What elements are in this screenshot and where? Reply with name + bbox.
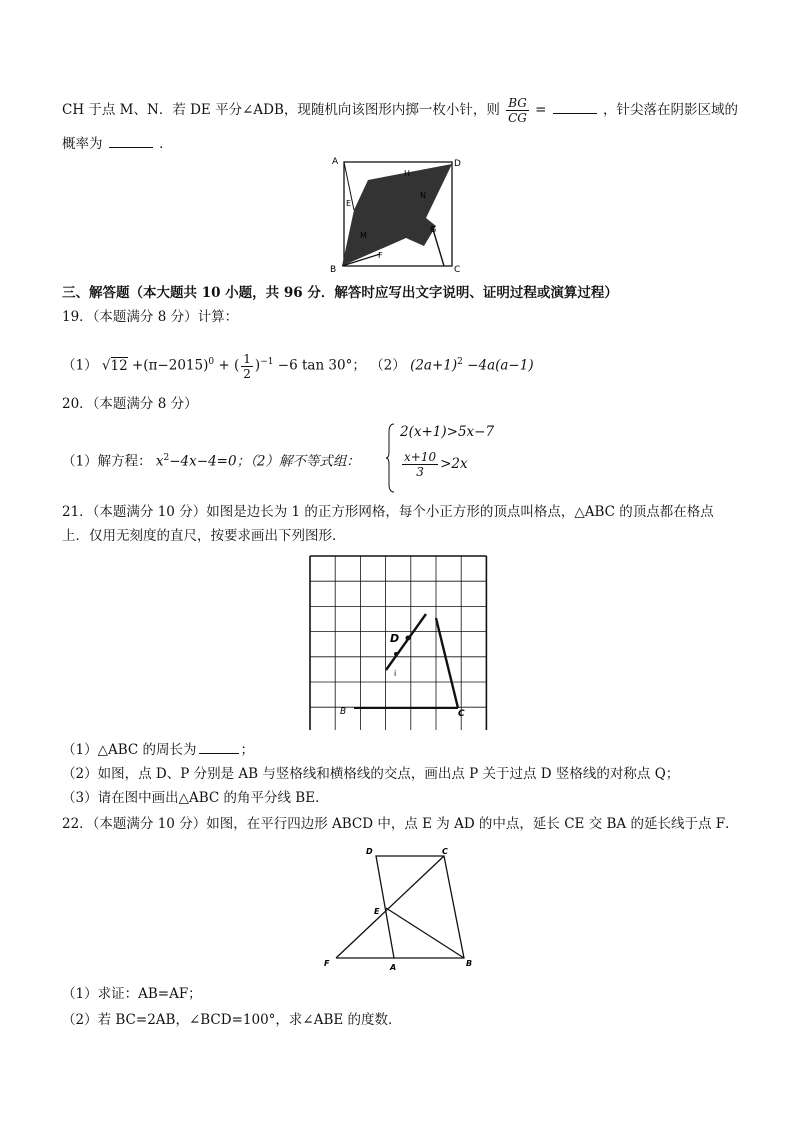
- eq-rest: −4x−4=0；（2）解不等式组：: [169, 453, 360, 470]
- frac-den: 2: [243, 366, 251, 381]
- q19-p2-tail: −4a(a−1): [467, 357, 534, 374]
- q20-header: 20．（本题满分 8 分）: [62, 396, 198, 412]
- q19-header: 19．（本题满分 8 分）计算：: [62, 309, 239, 325]
- q19-mid: +(π−2015): [131, 357, 209, 374]
- label-a: A: [332, 157, 339, 167]
- q19-part2-label: （2）: [370, 357, 406, 374]
- q21-sub3: （3）请在图中画出△ABC 的角平分线 BE．: [62, 790, 329, 806]
- label-b: B: [340, 707, 347, 717]
- label-e: E: [374, 907, 380, 916]
- half-fraction: [241, 352, 253, 381]
- label-g: G: [430, 225, 437, 234]
- answer-blank: [199, 741, 239, 754]
- sqrt-radicand: 12: [110, 357, 128, 374]
- q22-sub1: （1）求证：AB=AF；: [62, 986, 202, 1002]
- ineq2-tail: >2x: [440, 456, 468, 472]
- label-a: A: [390, 963, 397, 972]
- label-d: D: [390, 632, 400, 645]
- equals-sign: =: [535, 102, 547, 118]
- label-m: M: [360, 231, 367, 240]
- line-fc: [336, 856, 444, 958]
- q18-text-post: ，针尖落在阴影区域的: [603, 102, 739, 118]
- line-eb: [386, 908, 464, 958]
- sqrt-expr: √12: [101, 357, 128, 374]
- label-d: D: [366, 847, 373, 856]
- point-d-dot: [406, 636, 411, 641]
- label-n: N: [420, 191, 426, 200]
- label-c: C: [442, 847, 448, 856]
- q18-text2: 概率为: [62, 136, 103, 152]
- q18-fraction: [506, 96, 529, 125]
- eq-x: x: [155, 453, 164, 470]
- frac-num: 1: [243, 351, 251, 366]
- ineq2-num: x+10: [404, 450, 437, 464]
- q21-line1: 21．（本题满分 10 分）如图是边长为 1 的正方形网格，每个小正方形的顶点叫格点，△ABC 的顶点都在格点: [62, 504, 714, 520]
- q21-sub1: [62, 740, 734, 760]
- ineq2-den: 3: [416, 465, 424, 479]
- frac-numerator: BG: [508, 96, 527, 110]
- inequality-2: [400, 450, 468, 479]
- q20-part1: （1）解方程：: [62, 453, 152, 470]
- semicolon: ；: [240, 742, 255, 758]
- q21-grid-figure: [308, 552, 488, 730]
- q22-figure: [316, 842, 482, 972]
- label-f: F: [324, 959, 330, 968]
- plus-sign: +: [218, 357, 230, 374]
- q21-line2: 上．仅用无刻度的直尺，按要求画出下列图形．: [62, 528, 346, 544]
- q19-expressions: （1） $√12 +(\pi-2015)^0$ + ( $\frac{1}{2}$ )$^{-1}$ −6 tan 30°； （2） $(2a+1)^2 -4a(a-1)$: [62, 351, 534, 381]
- inequality-1: 2(x+1)>5x−7: [400, 424, 495, 440]
- label-h: H: [404, 169, 411, 178]
- q18-text: CH 于点 M、N．若 DE 平分∠ADB，现随机向该图形内掷一枚小针，则: [62, 102, 500, 118]
- label-b: B: [330, 265, 337, 275]
- label-f: F: [378, 251, 383, 260]
- q21-sub2: （2）如图，点 D、P 分别是 AB 与竖格线和横格线的交点，画出点 P 关于过点 D 竖格线的对称点 Q；: [62, 766, 680, 782]
- label-d: D: [454, 159, 461, 169]
- brace-icon: [386, 422, 396, 494]
- q21-sub1-text: （1）△ABC 的周长为: [62, 742, 197, 758]
- eq-exp: 2: [163, 453, 170, 463]
- q22-line1: 22．（本题满分 10 分）如图，在平行四边形 ABCD 中，点 E 为 AD 的中点，延长 CE 交 BA 的延长线于点 F．: [62, 816, 739, 832]
- q20-line: [62, 448, 734, 472]
- q18-line2: [62, 134, 734, 154]
- q18-figure: [328, 154, 466, 276]
- shaded-region: [342, 164, 452, 266]
- section-title: 三、解答题（本大题共 10 小题，共 96 分．解答时应写出文字说明、证明过程或演算过程）: [62, 285, 618, 301]
- q19-part1-label: （1）: [62, 357, 98, 374]
- q19-tail: −6 tan 30°；: [277, 357, 366, 374]
- period: ．: [159, 136, 173, 152]
- exp-neg-one: −1: [260, 357, 274, 367]
- label-c: C: [458, 709, 465, 719]
- label-b: B: [466, 959, 473, 968]
- answer-blank: [109, 135, 153, 148]
- exp-zero: 0: [208, 357, 215, 367]
- label-p: i: [394, 669, 397, 678]
- label-c: C: [454, 265, 461, 275]
- q22-sub2: （2）若 BC=2AB，∠BCD=100°，求∠ABE 的度数．: [62, 1012, 402, 1028]
- ineq2-fraction: [402, 450, 438, 479]
- answer-blank: [553, 101, 597, 114]
- exp-two: 2: [457, 357, 463, 367]
- q19-p2-expr: (2a+1): [410, 357, 458, 374]
- point-p-dot: [394, 652, 398, 656]
- label-e: E: [346, 199, 352, 208]
- q18-line1: [62, 96, 739, 125]
- frac-denominator: CG: [508, 111, 527, 125]
